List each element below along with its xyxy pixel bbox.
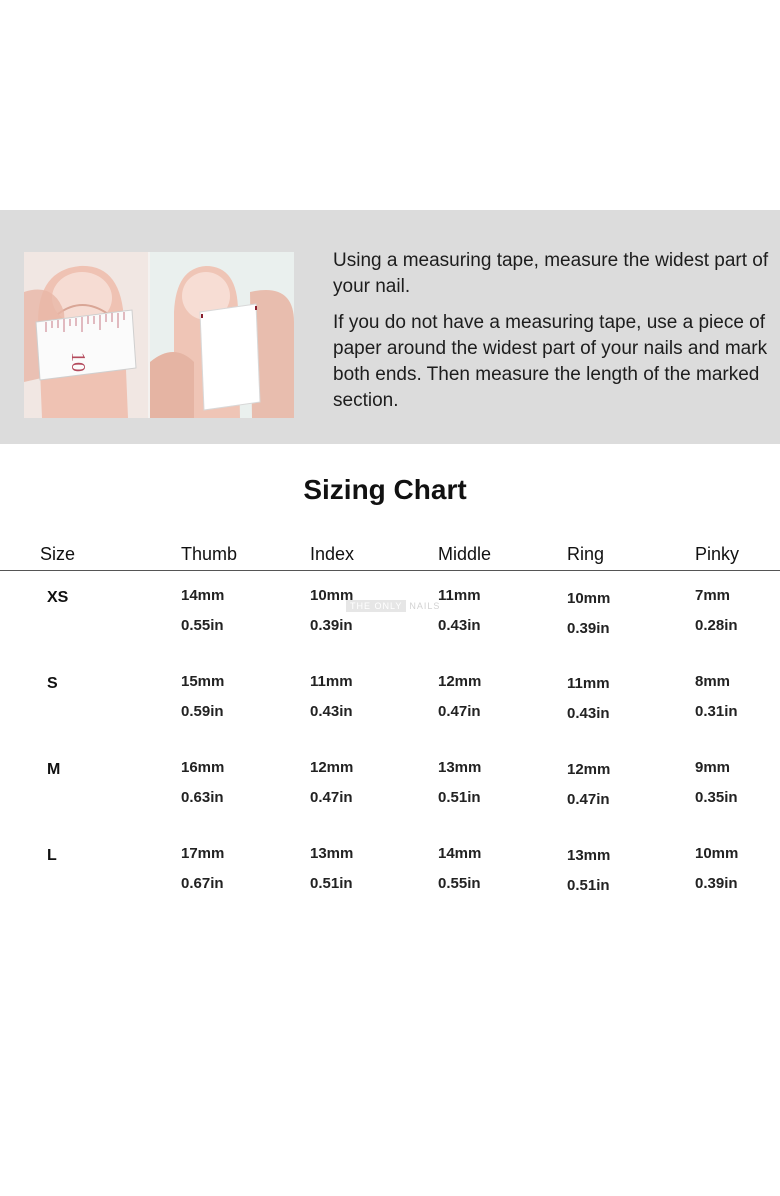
instruction-paper-alternative: If you do not have a measuring tape, use a piece of paper around the widest part of your nails and mark both ends. Then measure the length of the marked section. [333,312,768,411]
thumb-in: 0.63in [181,789,224,806]
thumb-mm: 14mm [181,587,225,604]
middle-in: 0.47in [438,703,481,720]
size-label: L [47,847,57,864]
watermark-part-1: THE ONLY [346,600,406,612]
sizing-table-header [0,540,780,571]
column-header-thumb: Thumb [181,544,238,564]
thumb-mm: 16mm [181,759,225,776]
instruction-measuring-tape: Using a measuring tape, measure the widest part of your nail. [333,250,769,297]
watermark-part-2: NAILS [409,601,441,611]
index-in: 0.47in [310,789,353,806]
ring-in: 0.43in [567,705,610,722]
column-header-index: Index [310,544,355,564]
index-mm: 13mm [310,845,354,862]
middle-in: 0.43in [438,617,481,634]
index-mm: 11mm [310,673,353,690]
ring-in: 0.39in [567,620,610,637]
brand-watermark [346,598,440,614]
ring-mm: 12mm [567,761,611,778]
middle-in: 0.55in [438,875,481,892]
pinky-in: 0.31in [695,703,738,720]
index-mm: 10mm [310,587,354,604]
pinky-mm: 8mm [695,673,731,690]
size-label: S [47,675,58,692]
index-in: 0.39in [310,617,353,634]
column-header-middle: Middle [438,544,492,564]
pinky-in: 0.28in [695,617,738,634]
ring-in: 0.47in [567,791,610,808]
pinky-mm: 7mm [695,587,731,604]
ring-mm: 13mm [567,847,611,864]
column-header-pinky: Pinky [695,544,740,564]
index-in: 0.43in [310,703,353,720]
thumb-mm: 15mm [181,673,225,690]
finger-illustration [24,252,294,418]
pinky-in: 0.39in [695,875,738,892]
instructions-text [333,248,773,424]
middle-mm: 13mm [438,759,482,776]
middle-mm: 12mm [438,673,482,690]
pinky-in: 0.35in [695,789,738,806]
middle-mm: 11mm [438,587,481,604]
thumb-in: 0.59in [181,703,224,720]
pinky-mm: 9mm [695,759,731,776]
index-mm: 12mm [310,759,354,776]
ring-mm: 11mm [567,675,610,692]
nail-measuring-photo [24,252,294,418]
size-label: M [47,761,61,778]
ring-mm: 10mm [567,590,611,607]
column-header-size: Size [40,544,76,564]
index-in: 0.51in [310,875,353,892]
size-label: XS [47,589,69,606]
thumb-mm: 17mm [181,845,225,862]
tape-number-label: 10 [67,352,89,372]
ring-in: 0.51in [567,877,610,894]
thumb-in: 0.67in [181,875,224,892]
middle-mm: 14mm [438,845,482,862]
column-header-ring: Ring [567,544,605,564]
sizing-chart-title: Sizing Chart [303,474,467,505]
pinky-mm: 10mm [695,845,739,862]
middle-in: 0.51in [438,789,481,806]
thumb-in: 0.55in [181,617,224,634]
